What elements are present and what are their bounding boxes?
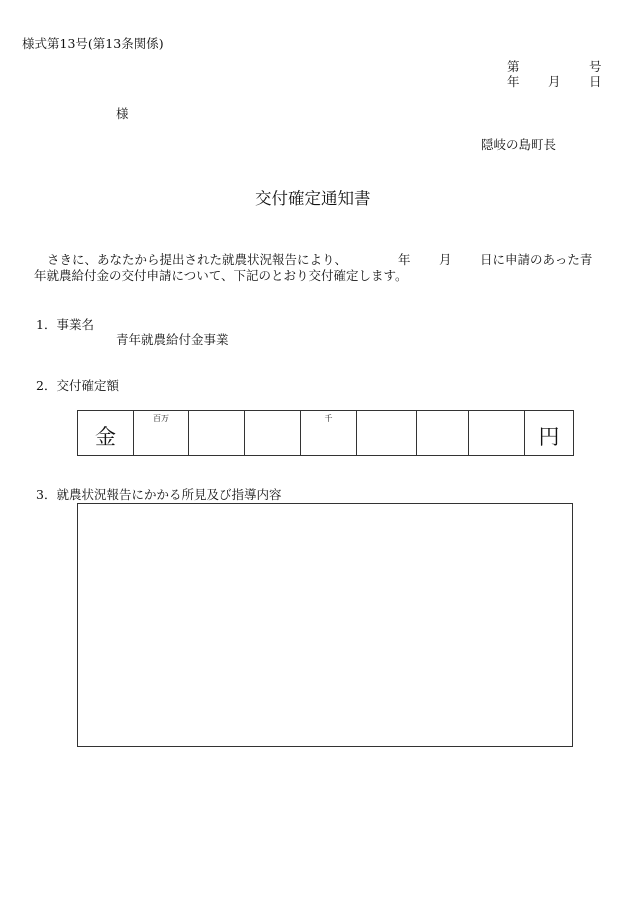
section3-label: 3．就農状況報告にかかる所見及び指導内容 xyxy=(36,487,282,502)
date-month: 月 xyxy=(548,74,561,89)
amount-digit-cell[interactable] xyxy=(469,411,525,456)
amount-table xyxy=(77,410,574,456)
date-year: 年 xyxy=(507,74,520,89)
amount-digit-cell[interactable] xyxy=(134,411,189,456)
issuer: 隠岐の島町長 xyxy=(481,137,557,152)
body-line1-b: 日に申請のあった青 xyxy=(480,252,593,267)
section2-label: 2．交付確定額 xyxy=(36,378,119,393)
unit-thousand-label: 千 xyxy=(324,414,333,423)
section1-value: 青年就農給付金事業 xyxy=(116,332,229,347)
amount-digit-cell[interactable] xyxy=(245,411,301,456)
doc-number-suffix: 号 xyxy=(589,59,602,74)
page-title: 交付確定通知書 xyxy=(255,189,371,208)
section1-label: 1．事業名 xyxy=(36,317,94,332)
body-line1-month: 月 xyxy=(439,252,452,267)
body-line1-year: 年 xyxy=(398,252,411,267)
unit-million-label: 百万 xyxy=(153,414,169,423)
amount-prefix: 金 xyxy=(78,411,134,456)
doc-number-prefix: 第 xyxy=(507,59,520,74)
body-line2: 年就農給付金の交付申請について、下記のとおり交付確定します。 xyxy=(34,268,408,283)
amount-digit-cell[interactable] xyxy=(301,411,357,456)
amount-digit-cell[interactable] xyxy=(189,411,245,456)
form-number: 様式第13号(第13条関係) xyxy=(22,36,164,51)
amount-digit-cell[interactable] xyxy=(357,411,417,456)
addressee-suffix: 様 xyxy=(116,106,129,121)
date-day: 日 xyxy=(589,74,602,89)
amount-suffix: 円 xyxy=(525,411,574,456)
guidance-content-box[interactable] xyxy=(77,503,573,747)
amount-digit-cell[interactable] xyxy=(417,411,469,456)
body-line1-a: さきに、あなたから提出された就農状況報告により、 xyxy=(47,252,348,267)
